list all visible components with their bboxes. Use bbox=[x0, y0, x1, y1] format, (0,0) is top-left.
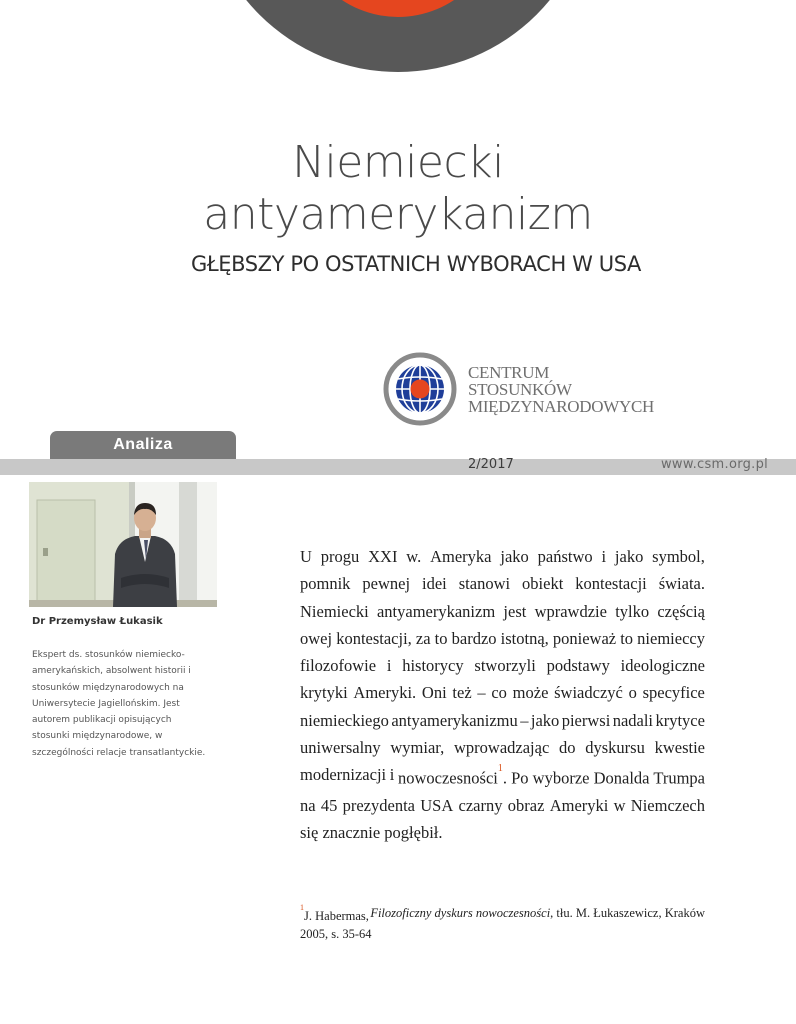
body-word: jako bbox=[500, 547, 529, 566]
footnote-rest: , tłu. M. Łukaszewicz, Kraków bbox=[550, 906, 705, 920]
body-word: w bbox=[613, 796, 626, 816]
logo-line-1: CENTRUM bbox=[468, 363, 550, 382]
body-word: jako bbox=[614, 547, 644, 566]
footnote bbox=[300, 904, 705, 943]
body-line bbox=[300, 679, 705, 706]
footnote-line bbox=[300, 904, 705, 925]
body-word: antyamerykanizmu bbox=[391, 710, 518, 730]
body-word: może bbox=[512, 683, 549, 703]
body-word: bardzo bbox=[451, 628, 497, 648]
body-word: XXI bbox=[368, 547, 398, 566]
body-word: Niemczech bbox=[630, 796, 705, 816]
footnote-citation bbox=[370, 904, 705, 925]
body-line bbox=[300, 598, 705, 625]
body-word: historycy bbox=[402, 656, 464, 676]
body-word: – bbox=[477, 683, 486, 703]
issue-number: 2/2017 bbox=[468, 457, 514, 472]
body-word: pierwsi bbox=[561, 710, 611, 730]
bio-line: Uniwersytecie Jagiellońskim. Jest bbox=[32, 698, 180, 709]
bio-line: stosunki międzynarodowe, w bbox=[32, 731, 163, 742]
body-line bbox=[300, 570, 705, 597]
body-word: czarny bbox=[458, 796, 503, 816]
body-word: państwo bbox=[537, 547, 593, 566]
body-text-after-ref: . Po wyborze Donalda Trumpa bbox=[502, 768, 705, 788]
author-name: Dr Przemysław Łukasik bbox=[32, 616, 163, 627]
body-line bbox=[300, 734, 705, 761]
body-word-with-footnote bbox=[398, 761, 705, 792]
website-link[interactable]: www.csm.org.pl bbox=[661, 457, 769, 472]
body-word: nowoczesności bbox=[397, 768, 498, 788]
body-word: owej bbox=[300, 628, 333, 648]
body-word: Oni bbox=[421, 683, 447, 703]
body-line bbox=[300, 707, 705, 734]
body-word: kontestacji, bbox=[336, 628, 412, 648]
body-word: krytyce bbox=[655, 710, 705, 730]
body-line bbox=[300, 625, 705, 652]
bio-line: autorem publikacji opisujących bbox=[32, 715, 172, 726]
body-word: o bbox=[628, 683, 637, 703]
body-word: – bbox=[520, 710, 529, 730]
logo-wordmark bbox=[468, 364, 654, 415]
body-word: podstawy bbox=[546, 656, 610, 676]
body-line bbox=[300, 652, 705, 679]
body-word: wprowadzając bbox=[454, 738, 550, 758]
body-word: w. bbox=[406, 547, 422, 566]
body-word: pomnik bbox=[300, 574, 351, 594]
footnote-reference[interactable]: 1 bbox=[497, 763, 503, 775]
body-word: antyamerykanizm bbox=[376, 601, 496, 621]
logo-line-3: MIĘDZYNARODOWYCH bbox=[468, 397, 654, 416]
body-word: częścią bbox=[657, 601, 705, 621]
body-word: jako bbox=[530, 710, 560, 730]
footnote-marker: 1 bbox=[300, 903, 304, 912]
title-line-2: antyamerykanizm bbox=[203, 189, 593, 240]
bio-line: stosunków międzynarodowych na bbox=[32, 682, 184, 693]
body-line: się znacznie pogłębił. bbox=[300, 823, 443, 843]
body-word: symbol, bbox=[652, 547, 705, 566]
body-word: to bbox=[620, 628, 634, 648]
body-word: też bbox=[452, 683, 472, 703]
article-body bbox=[300, 543, 705, 847]
body-word: świata. bbox=[658, 574, 705, 594]
body-word: i bbox=[389, 765, 395, 785]
body-line bbox=[300, 543, 705, 570]
csm-globe-logo-icon bbox=[383, 352, 457, 426]
body-word: obraz bbox=[507, 796, 545, 816]
author-bio bbox=[32, 647, 222, 761]
body-word: modernizacji bbox=[300, 765, 387, 785]
body-word: kontestacji bbox=[575, 574, 647, 594]
body-word: nadali bbox=[612, 710, 654, 730]
body-word: stanowi bbox=[458, 574, 511, 594]
body-word: krytyki bbox=[300, 683, 348, 703]
body-word: ponieważ bbox=[552, 628, 617, 648]
body-word: pewnej bbox=[362, 574, 411, 594]
body-word: tylko bbox=[615, 601, 650, 621]
body-word: progu bbox=[320, 547, 360, 566]
bio-line: szczególności relacje transatlantyckie. bbox=[32, 747, 206, 758]
footnote-author: J. Habermas, bbox=[304, 909, 369, 924]
body-word: stworzyli bbox=[474, 656, 536, 676]
body-word: Ameryka bbox=[430, 547, 492, 566]
body-word: do bbox=[559, 738, 576, 758]
body-word: wprawdzie bbox=[534, 601, 607, 621]
footnote-lead bbox=[300, 904, 369, 925]
body-word: niemieckiego bbox=[300, 710, 389, 730]
body-word: co bbox=[491, 683, 507, 703]
body-word: U bbox=[300, 547, 312, 566]
body-word: niemieccy bbox=[637, 628, 705, 648]
body-word: na bbox=[300, 796, 316, 816]
body-word: ideologiczne bbox=[620, 656, 705, 676]
title-line-1: Niemiecki bbox=[292, 137, 504, 188]
body-line bbox=[300, 761, 705, 792]
body-word: obiekt bbox=[522, 574, 564, 594]
body-word: dyskursu bbox=[585, 738, 645, 758]
document-title bbox=[0, 137, 796, 241]
body-word: USA bbox=[420, 796, 454, 816]
body-word: 45 bbox=[320, 796, 338, 816]
bio-line: Ekspert ds. stosunków niemiecko- bbox=[32, 650, 185, 660]
footnote-title: Filozoficzny dyskurs nowoczesności bbox=[370, 906, 551, 920]
body-word: świadczyć bbox=[554, 683, 623, 703]
body-word: uniwersalny bbox=[300, 738, 381, 758]
logo-line-2: STOSUNKÓW bbox=[468, 380, 572, 399]
body-word: specyfice bbox=[642, 683, 705, 703]
body-word: to bbox=[434, 628, 448, 648]
body-word: Niemiecki bbox=[300, 601, 369, 621]
body-word: prezydenta bbox=[342, 796, 415, 816]
body-word: wymiar, bbox=[390, 738, 445, 758]
footnote-line: 2005, s. 35-64 bbox=[300, 927, 372, 942]
body-word: istotną, bbox=[500, 628, 549, 648]
bio-line: amerykańskich, absolwent historii i bbox=[32, 666, 191, 677]
body-line bbox=[300, 792, 705, 819]
body-word: idei bbox=[422, 574, 447, 594]
body-word: i bbox=[386, 656, 392, 676]
body-word: Ameryki bbox=[549, 796, 609, 816]
body-word: Ameryki. bbox=[353, 683, 417, 703]
category-tab: Analiza bbox=[50, 431, 236, 459]
document-subtitle: GŁĘBSZY PO OSTATNICH WYBORACH W USA bbox=[190, 252, 642, 276]
body-word: za bbox=[415, 628, 431, 648]
author-photo bbox=[29, 482, 217, 607]
body-word: kwestie bbox=[654, 738, 705, 758]
body-word: i bbox=[601, 547, 607, 566]
body-word: jest bbox=[503, 601, 527, 621]
body-word: filozofowie bbox=[300, 656, 377, 676]
